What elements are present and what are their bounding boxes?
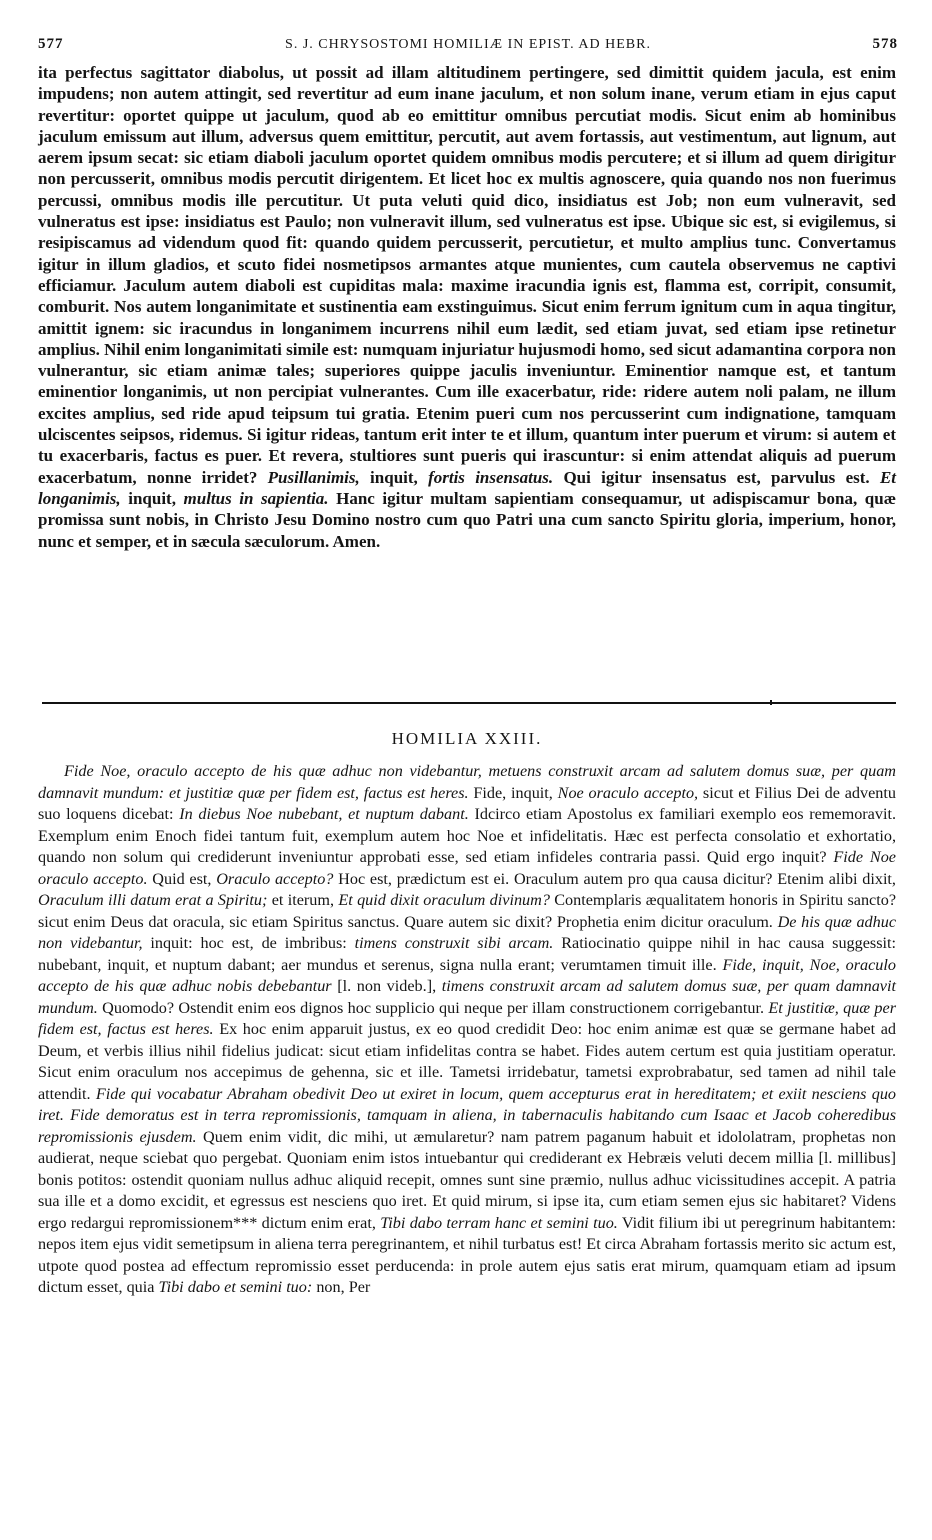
section-divider (42, 702, 896, 704)
left-page-number: 577 (38, 36, 64, 52)
homily-ending-text (38, 62, 896, 552)
paragraph: Fide Noe, oraculo accepto de his quæ adhuc non videbantur, metuens construxit arcam ad salutem domus suæ, per quam damnavit mundum: et justitiæ quæ per fidem est, factus est heres. Fide, inquit, Noe oraculo accepto, sicut et Filius Dei de adventu suo loquens dicebat: In diebus Noe nubebant, et nuptum dabant. Idcirco etiam Apostolus ex familiari exemplo eos rememoravit. Exemplum enim Enoch fidei tantum fuit, exemplum autem hoc Noe et infidelitatis. Hæc est perfecta consolatio et exhortatio, quando non solum qui crediderunt inveniuntur approbati esse, sed etiam infideles contraria passi. Quid ergo inquit? Fide Noe oraculo accepto. Quid est, Oraculo accepto? Hoc est, prædictum est ei. Oraculum autem pro qua causa dicitur? Etenim alibi dixit, Oraculum illi datum erat a Spiritu; et iterum, Et quid dixit oraculum divinum? Contemplaris æqualitatem honoris in Spiritu sancto? sicut enim Deus dat oracula, sic etiam Spiritus sanctus. Quare autem sic dixit? Prophetia enim dicitur oraculum. De his quæ adhuc non videbantur, inquit: hoc est, de imbribus: timens construxit sibi arcam. Ratiocinatio quippe nihil in hac causa suggessit: nubebant, inquit, et nuptum dabant; aer mundus et serenus, signa nulla erant; verumtamen timuit ille. Fide, inquit, Noe, oraculo accepto de his quæ adhuc nobis debebantur [l. non videb.], timens construxit arcam ad salutem domus suæ, per quam damnavit mundum. Quomodo? Ostendit enim eos dignos hoc supplicio qui neque per illam constructionem corrigebantur. Et justitiæ, quæ per fidem est, factus est heres. Ex hoc enim apparuit justus, ex eo quod credidit Deo: hoc enim animæ est quæ se germane habet ad Deum, et verbis illius nihil fidelius judicat: sicut etiam infidelitas contra se habet. Fides autem certum est quia justitiam operatur. Sicut enim oraculum nos accepimus de gehenna, sic et ille. Tametsi irridebatur, tametsi exprobrabatur, sed tamen ad nihil tale attendit. Fide qui vocabatur Abraham obedivit Deo ut exiret in locum, quem accepturus erat in hereditatem; et exiit nesciens quo iret. Fide demoratus est in terra repromissionis, tamquam in aliena, in tabernaculis habitando cum Isaac et Jacob coheredibus repromissionis ejusdem. Quem enim vidit, dic mihi, ut æmularetur? nam patrem paganum habuit et idololatram, prophetas non audierat, neque sciebat quo pergebat. Quoniam enim istos intuebantur qui crediderant ex Hebræis veluti decem millia [l. millibus] bonis potitos: ostendit quoniam nullus adhuc aliquid recepit, omnes sunt sine præmio, nullus adhuc vicissitudines accepit. A patria sua ille et a domo excidit, et egressus est nesciens quo iret. Et quid mirum, si ipse ita, cum etiam semen ejus sic habitaret? Videns ergo redargui repromissionem*** dictum enim erat, Tibi dabo terram hanc et semini tuo. Vidit filium ibi ut peregrinum habitantem: nepos item ejus vidit semetipsum in aliena terra peregrinantem, et nihil turbatus est! Et circa Abraham fortassis merito sic actum est, utpote quod postea ad effectum repromissio esset perducenda: in prole autem ejus satis erat mirum, quamquam etiam ad ipsum dictum esset, quia Tibi dabo et semini tuo: non, Per (38, 762, 897, 1296)
homily-body-text (38, 761, 896, 1299)
paragraph: ita perfectus sagittator diabolus, ut possit ad illam altitudinem pertingere, sed dimittit quidem jacula, est enim impudens; non autem attingit, sed revertitur ad eum inane jaculum, et non solum inane, verum etiam in ejus caput revertitur: oportet quippe ut jaculum, quod ab eo emittitur omnibus percutiat modis. Sicut enim ab hominibus jaculum emissum aut illum, adversus quem emittitur, percutit, aut avem fortassis, aut vestimentum, aut lignum, aut aerem ipsum secat: sic etiam diaboli jaculum oportet quidem omnibus modis percutere; et si illum ad quem dirigitur non percusserit, omnibus modis percutit dirigentem. Et licet hoc ex multis agnoscere, quia quando nos non fuerimus percussi, omnibus modis ille percutitur. Ut puta veluti quid dico, insidiatus est Job; non eum vulneravit, sed vulneratus est ipse: insidiatus est Paulo; non vulneravit illum, sed vulneratus est ipse. Ubique sic est, si evigilemus, si resipiscamus ad videndum quod fit: quando quidem percusserit, percutietur, et multo amplius tunc. Convertamus igitur in illum gladios, et scuto fidei nosmetipsos armantes atque munientes, cum cautela observemus ne captivi efficiamur. Jaculum autem diaboli est cupiditas mala: maxime iracundia ignis est, flamma est, corripit, consumit, comburit. Nos autem longanimitate et sustinentia eam exstinguimus. Sicut enim ferrum ignitum cum in aqua tingitur, amittit ignem: sic iracundus in longanimem incurrens nihil eum lædit, sed etiam juvat, sed etiam ipse retinetur amplius. Nihil enim longanimitati simile est: numquam injuriatur hujusmodi homo, sed sicut adamantina corpora non vulnerantur, sic etiam animæ tales; superiores quippe jaculis inveniuntur. Eminentior namque est, et tantum eminentior longanimis, ut non percipiat vulnerantes. Cum ille exacerbatur, ride: ridere autem noli palam, ne illum excites amplius, sed ride apud teipsum tui gratia. Etenim pueri cum nos percusserint cum indignatione, tamquam ulciscentes seipsos, ridemus. Si igitur rideas, tantum erit inter te et illum, quantum inter puerum et virum: si autem et tu exacerbaris, factus es puer. Et revera, stultiores sunt pueris qui irascuntur: si enim attendat aliquis ad puerum exacerbatum, nonne irridet? Pusillanimis, inquit, fortis insensatus. Qui igitur insensatus est, parvulus est. Et longanimis, inquit, multus in sapientia. Hanc igitur multam sapientiam consequamur, ut adispiscamur bona, quæ promissa sunt nobis, in Christo Jesu Domino nostro cum quo Patri una cum sancto Spiritu gloria, imperium, honor, nunc et semper, et in sæcula sæculorum. Amen. (38, 63, 896, 551)
homily-title: HOMILIA XXIII. (391, 729, 543, 748)
running-title: S. J. CHRYSOSTOMI HOMILIÆ IN EPIST. AD HEBR. (285, 37, 651, 52)
right-page-number: 578 (872, 36, 898, 52)
running-head (38, 36, 898, 56)
